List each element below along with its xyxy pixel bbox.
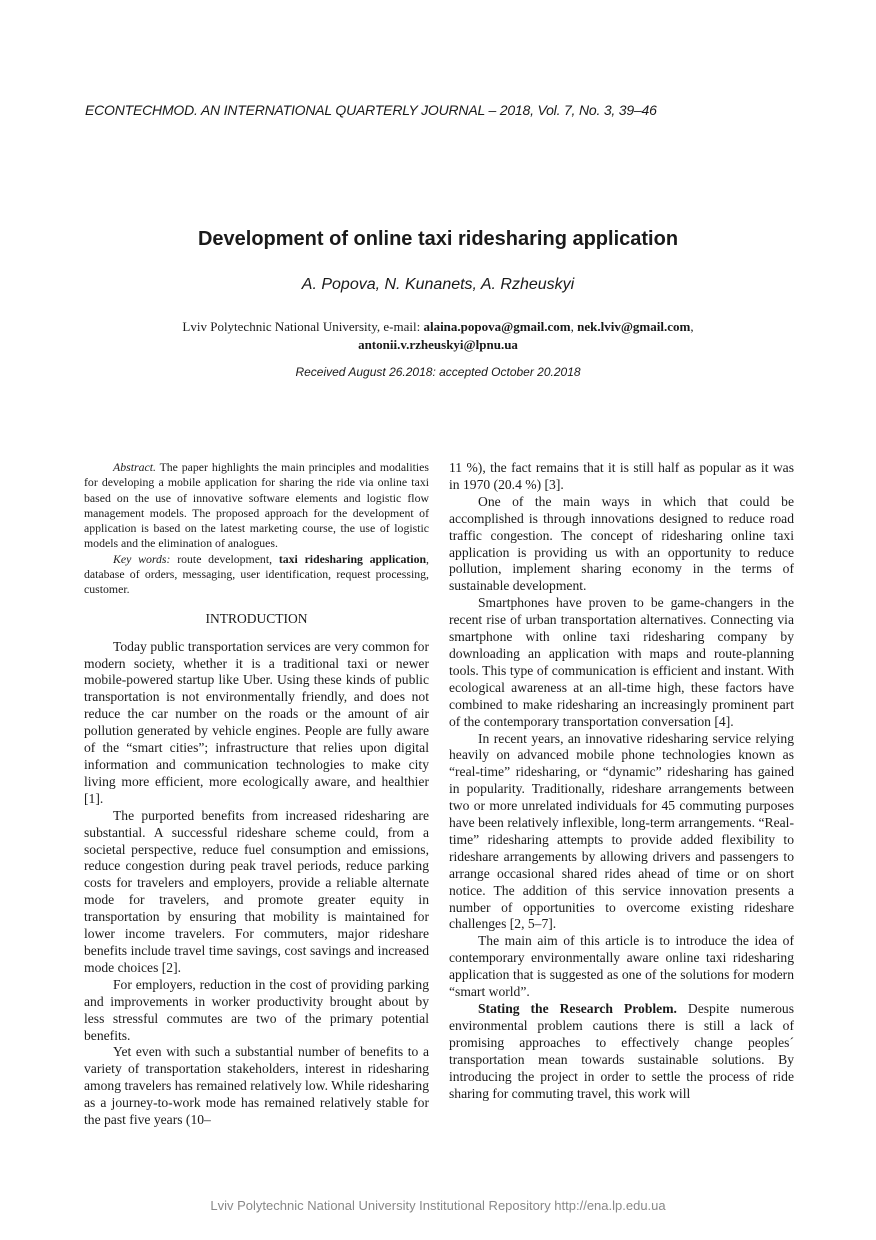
research-problem-text: Despite numerous environmental problem cautions there is still a lack of promising approaches to effectively change peoples´ transportation mean towards sustainable solutions. By introducing the project in order to settle the process of ride sharing for commuting travel, this work will [449,1001,794,1101]
email-link-1[interactable]: alaina.popova@gmail.com [423,319,571,334]
email-separator: , [570,319,578,334]
research-problem-paragraph [449,1001,794,1102]
paragraph: For employers, reduction in the cost of providing parking and improvements in worker productivity brought about by less stressful commutes are two of the primary potential benefits. [84,976,429,1043]
abstract-label: Abstract. [113,460,156,474]
abstract [84,460,429,552]
email-separator: , [690,319,694,334]
paragraph-continued: 11 %), the fact remains that it is still half as popular as it was in 1970 (20.4 %) [3]. [449,460,794,492]
email-link-3[interactable]: antonii.v.rzheuskyi@lpnu.ua [358,337,518,352]
keywords [84,552,429,598]
paragraph: Yet even with such a substantial number of benefits to a variety of transportation stakeholders, interest in ridesharing among travelers has remained relatively low. While ridesharing as a journey-to-work mode has remained relatively stable for the past five years (10– [84,1044,429,1128]
paragraph: In recent years, an innovative ridesharing service relying heavily on advanced mobile phone technologies known as “real-time” ridesharing, or “dynamic” ridesharing has gained in popularity. Traditionally, rideshare arrangements between two or more unrelated individuals for 45 commuting purposes have been relatively inflexible, long-term arrangements. “Real-time” ridesharing attempts to provide added flexibility to rideshare arrangements by allowing drivers and passengers to arrange occasional shared rides ahead of time or on short notice. The addition of this service innovation presents a number of opportunities to overcome existing rideshare challenges [2, 5–7]. [449,730,794,932]
paper-title: Development of online taxi ridesharing application [197,228,679,250]
paragraph: The main aim of this article is to introduce the idea of contemporary environmentally aware online taxi ridesharing application that is suggested as one of the solutions for modern “smart world”. [449,933,794,1000]
paragraph: The purported benefits from increased ridesharing are substantial. A successful rideshare scheme could, from a societal perspective, reduce fuel consumption and emissions, reduce congestion during peak travel periods, reduce parking costs for travelers and employers, provide a reliable alternate mode for travelers, and promote greater equity in transportation by ensuring that mobility is maintained for lower income travelers. For commuters, major rideshare benefits include travel time savings, cost savings and increased mode choices [2]. [84,807,429,975]
keywords-label: Key words: [113,551,171,566]
right-column [449,460,794,1102]
abstract-text: The paper highlights the main principles and modalities for developing a mobile application for sharing the ride via online taxi based on the use of innovative software elements and logistic flow management models. The proposed approach for the development of application is based on the latest marketing course, the use of logistic models and the elimination of analogues. [84,460,429,551]
authors: A. Popova, N. Kunanets, A. Rzheuskyi [301,276,575,293]
paragraph: Today public transportation services are very common for modern society, whether it is a traditional taxi or newer mobile-powered startup like Uber. Using these kinds of public transportation is not environmentally friendly, and does not reduce the car number on the roads or the amount of air pollution generated by vehicle engines. People are fully aware of the “smart cities”; infrastructure that relies upon digital information and communication technologies to make city living more efficient, more ecologically aware, and healthier [1]. [84,638,429,806]
keywords-text-rest: , database of orders, messaging, user identification, request processing, customer. [84,551,429,597]
research-problem-label: Stating the Research Problem. [478,1001,677,1016]
section-heading-introduction: INTRODUCTION [205,610,308,626]
journal-header: ECONTECHMOD. AN INTERNATIONAL QUARTERLY JOURNAL – 2018, Vol. 7, No. 3, 39–46 [85,102,657,118]
paragraph: Smartphones have proven to be game-changers in the recent rise of urban transportation alternatives. Connecting via smartphone with online taxi ridesharing company by downloading an application with maps and route-planning tools. This type of communication is efficient and instant. With ecological awareness at an all-time high, these factors have combined to make ridesharing an increasingly prominent part of the contemporary transportation conversation [4]. [449,595,794,729]
received-dates: Received August 26.2018: accepted October 20.2018 [295,365,581,379]
left-column [84,460,429,1129]
email-link-2[interactable]: nek.lviv@gmail.com [577,319,691,334]
keywords-bold: taxi ridesharing application [278,551,427,566]
affiliation-text: Lviv Polytechnic National University, e-mail: [182,319,424,334]
keywords-text: route development, [170,551,279,566]
repository-footer: Lviv Polytechnic National University Institutional Repository http://ena.lp.edu.ua [210,1198,666,1213]
paragraph: One of the main ways in which that could be accomplished is through innovations designed to reduce road traffic congestion. The concept of ridesharing online taxi application is providing us with an opportunity to reduce pollution, implement sharing economy in the terms of sustainable development. [449,493,794,594]
affiliation [0,318,876,354]
